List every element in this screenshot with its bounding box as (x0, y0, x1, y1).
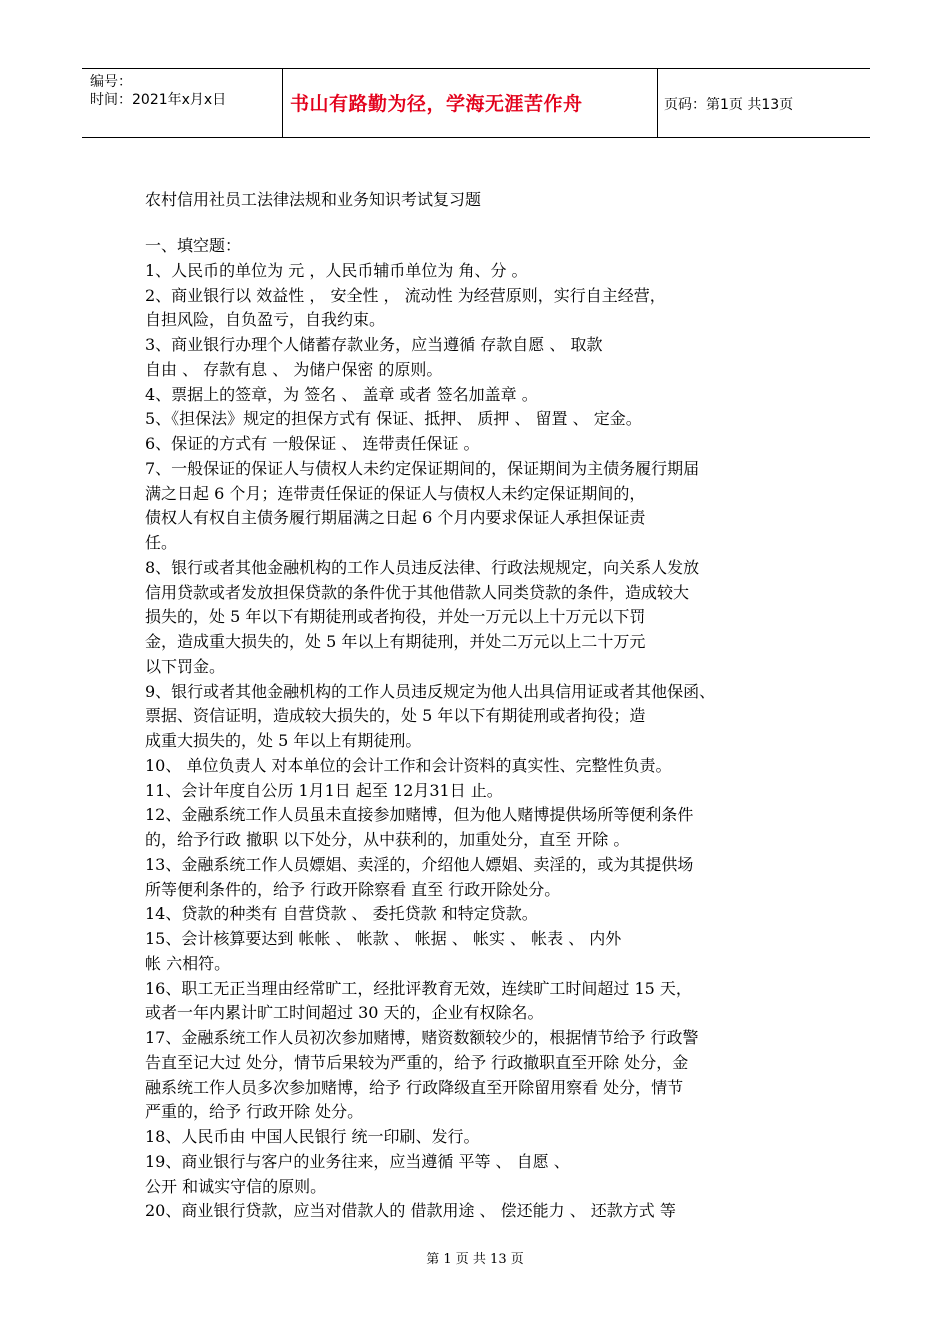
document-title: 农村信用社员工法律法规和业务知识考试复习题 (145, 190, 482, 209)
document-line: 16、职工无正当理由经常旷工，经批评教育无效，连续旷工时间超过 15 天， (145, 978, 692, 998)
document-line: 8、银行或者其他金融机构的工作人员违反法律、行政法规规定，向关系人发放 (145, 557, 700, 577)
document-line: 1、人民币的单位为 元 ，人民币辅币单位为 角、分 。 (145, 260, 528, 280)
document-line: 所等便利条件的，给予 行政开除察看 直至 行政开除处分。 (145, 879, 561, 899)
document-line: 票据、资信证明，造成较大损失的，处 5 年以下有期徒刑或者拘役；造 (145, 706, 646, 726)
document-line: 2、商业银行以 效益性 ， 安全性 ， 流动性 为经营原则，实行自主经营， (145, 285, 666, 305)
document-line: 11、会计年度自公历 1月1日 起至 12月31日 止。 (145, 780, 503, 800)
document-line: 债权人有权自主债务履行期届满之日起 6 个月内要求保证人承担保证责 (145, 508, 646, 528)
document-line: 4、票据上的签章，为 签名 、 盖章 或者 签名加盖章 。 (145, 384, 538, 404)
document-number-label: 编号： (90, 74, 132, 90)
document-line: 20、商业银行贷款，应当对借款人的 借款用途 、 偿还能力 、 还款方式 等 (145, 1201, 676, 1221)
document-line: 12、金融系统工作人员虽未直接参加赌博，但为他人赌博提供场所等便利条件 (145, 805, 694, 825)
document-line: 13、金融系统工作人员嫖娼、卖淫的，介绍他人嫖娼、卖淫的，或为其提供场 (145, 854, 694, 874)
header-divider (282, 69, 283, 137)
document-line: 3、商业银行办理个人储蓄存款业务，应当遵循 存款自愿 、 取款 (145, 335, 603, 354)
document-line: 信用贷款或者发放担保贷款的条件优于其他借款人同类贷款的条件，造成较大 (145, 582, 690, 602)
document-line: 一、填空题： (145, 236, 242, 255)
document-line: 或者一年内累计旷工时间超过 30 天的，企业有权除名。 (145, 1003, 544, 1023)
document-line: 金，造成重大损失的，处 5 年以上有期徒刑，并处二万元以上二十万元 (145, 632, 646, 651)
document-line: 14、贷款的种类有 自营贷款 、 委托贷款 和特定贷款。 (145, 904, 538, 924)
document-time-label: 时间：2021年x月x日 (90, 92, 227, 108)
document-line: 6、保证的方式有 一般保证 、 连带责任保证 。 (145, 434, 480, 453)
header-meta (90, 73, 280, 133)
document-line: 自担风险，自负盈亏，自我约束。 (145, 310, 386, 330)
document-line: 满之日起 6 个月；连带责任保证的保证人与债权人未约定保证期间的， (145, 483, 646, 503)
document-line: 15、会计核算要达到 帐帐 、 帐款 、 帐据 、 帐实 、 帐表 、 内外 (145, 929, 622, 948)
header-divider (657, 69, 658, 137)
document-line: 融系统工作人员多次参加赌博，给予 行政降级直至开除留用察看 处分，情节 (145, 1077, 684, 1097)
document-line: 任。 (145, 533, 178, 552)
document-body (145, 234, 817, 1224)
document-line: 帐 六相符。 (145, 953, 231, 973)
document-line: 告直至记大过 处分，情节后果较为严重的，给予 行政撤职直至开除 处分，金 (145, 1052, 689, 1072)
document-line: 18、人民币由 中国人民银行 统一印刷、发行。 (145, 1127, 480, 1146)
document-line: 以下罚金。 (145, 656, 226, 676)
document-line: 成重大损失的，处 5 年以上有期徒刑。 (145, 731, 422, 750)
document-line: 9、银行或者其他金融机构的工作人员违反规定为他人出具信用证或者其他保函、 (145, 681, 716, 701)
header-motto: 书山有路勤为径，学海无涯苦作舟 (290, 93, 583, 115)
page-footer: 第 1 页 共 13 页 (426, 1252, 524, 1267)
page-header (82, 68, 870, 138)
document-line: 17、金融系统工作人员初次参加赌博，赌资数额较少的，根据情节给予 行政警 (145, 1028, 699, 1047)
document-line: 损失的，处 5 年以下有期徒刑或者拘役，并处一万元以上十万元以下罚 (145, 607, 646, 627)
document-line: 19、商业银行与客户的业务往来，应当遵循 平等 、 自愿 、 (145, 1151, 570, 1171)
header-page-info: 页码：第1页 共13页 (664, 97, 794, 113)
document-line: 的，给予行政 撤职 以下处分，从中获利的，加重处分，直至 开除 。 (145, 830, 630, 849)
document-line: 严重的，给予 行政开除 处分。 (145, 1102, 364, 1122)
document-line: 自由 、 存款有息 、 为储户保密 的原则。 (145, 359, 443, 379)
document-line: 10、 单位负责人 对本单位的会计工作和会计资料的真实性、完整性负责。 (145, 755, 672, 775)
document-line: 公开 和诚实守信的原则。 (145, 1176, 327, 1196)
document-line: 7、一般保证的保证人与债权人未约定保证期间的，保证期间为主债务履行期届 (145, 458, 700, 478)
document-line: 5、《担保法》规定的担保方式有 保证、抵押、 质押 、 留置 、 定金。 (145, 409, 642, 429)
